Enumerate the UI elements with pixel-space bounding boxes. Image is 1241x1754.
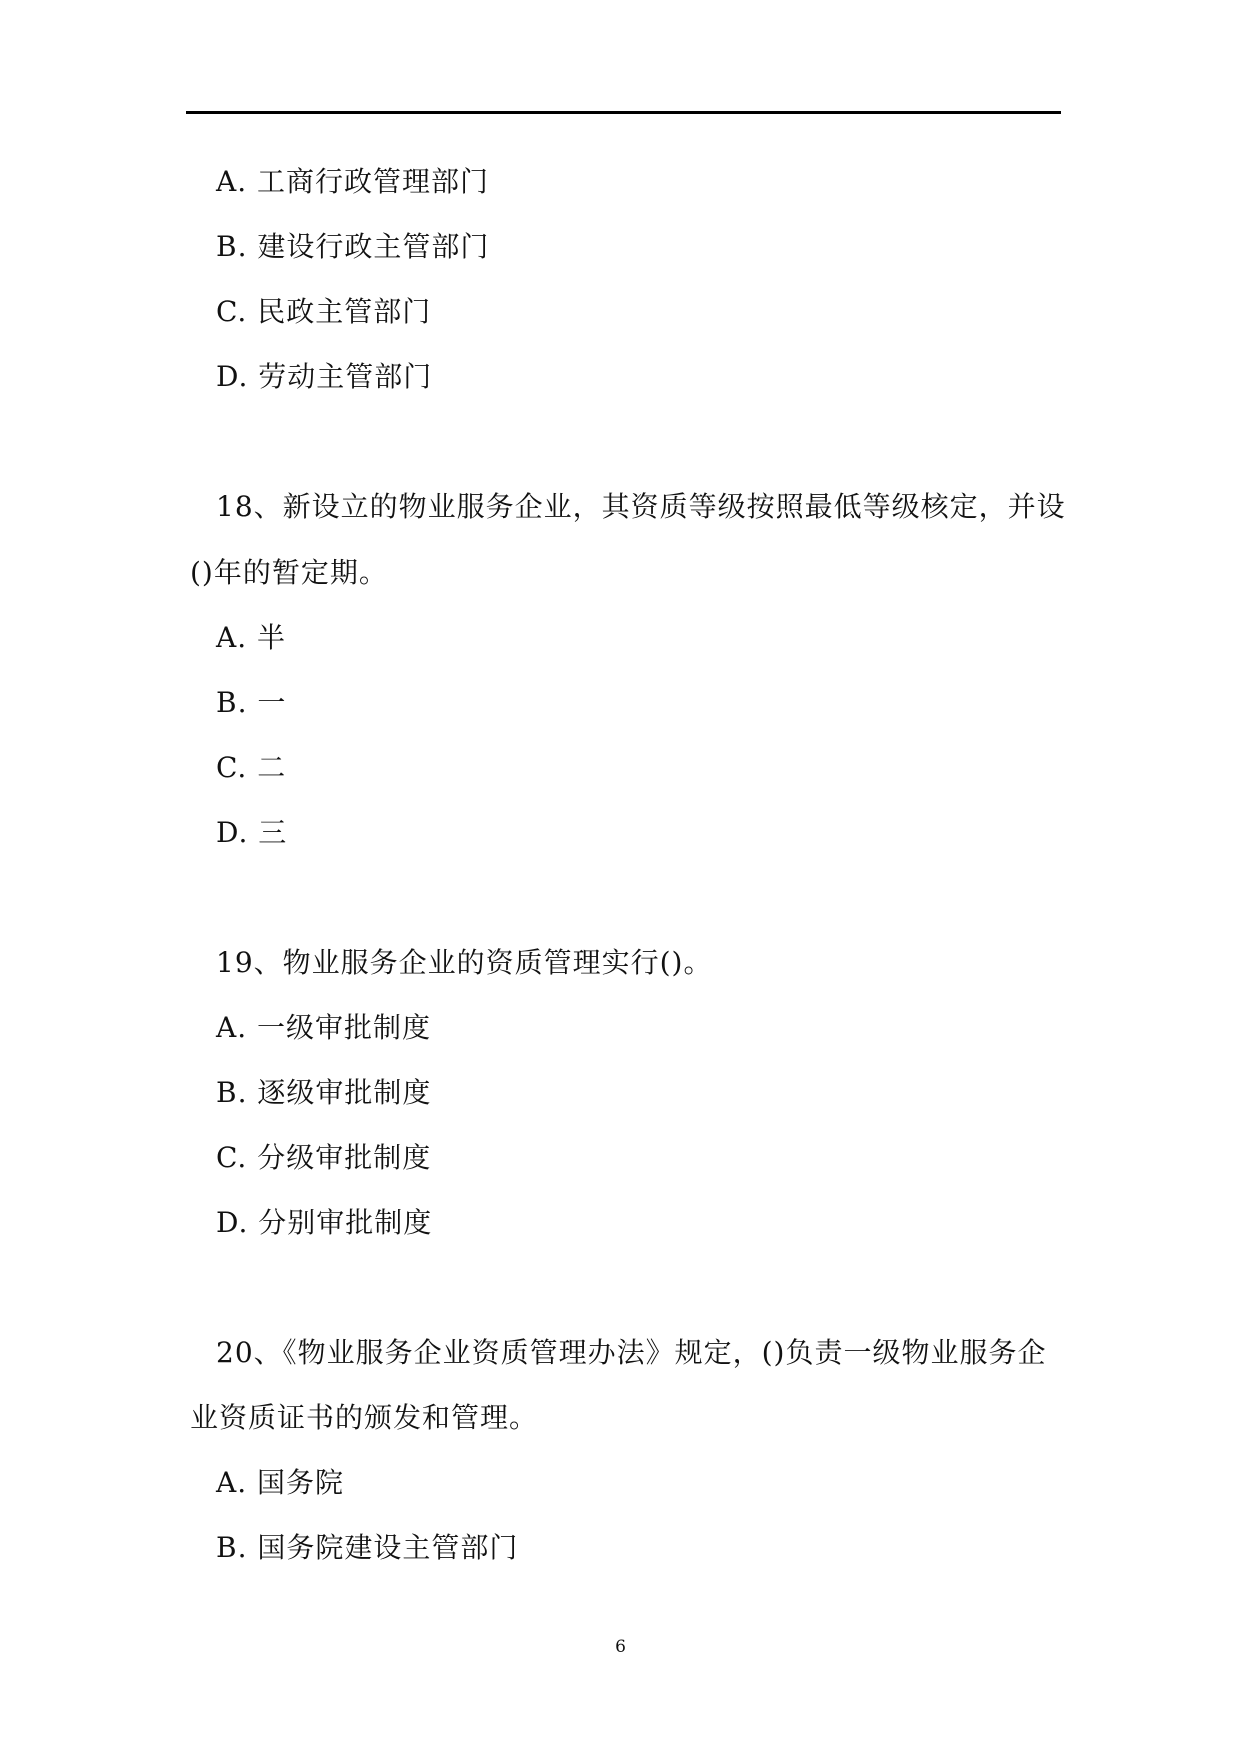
q19-option-b: B. 逐级审批制度	[216, 1076, 432, 1109]
q19-stem: 19、物业服务企业的资质管理实行()。	[216, 946, 713, 979]
q19-option-d: D. 分别审批制度	[216, 1206, 433, 1239]
header-rule	[186, 111, 1061, 114]
q18-stem-line1: 18、新设立的物业服务企业，其资质等级按照最低等级核定，并设	[216, 490, 1066, 523]
q17-option-a: A. 工商行政管理部门	[216, 165, 490, 198]
q18-stem-line2: ()年的暂定期。	[190, 556, 388, 589]
q20-stem-line1: 20、《物业服务企业资质管理办法》规定，()负责一级物业服务企	[216, 1336, 1047, 1369]
q18-option-b: B. 一	[216, 686, 287, 719]
q20-stem-line2: 业资质证书的颁发和管理。	[190, 1401, 539, 1434]
q20-option-b: B. 国务院建设主管部门	[216, 1531, 519, 1564]
q19-option-c: C. 分级审批制度	[216, 1141, 432, 1174]
q18-option-c: C. 二	[216, 751, 287, 784]
q18-option-a: A. 半	[216, 621, 287, 654]
q20-option-a: A. 国务院	[216, 1466, 345, 1499]
q17-option-c: C. 民政主管部门	[216, 295, 432, 328]
q17-option-d: D. 劳动主管部门	[216, 360, 433, 393]
q19-option-a: A. 一级审批制度	[216, 1011, 432, 1044]
page-number: 6	[615, 1637, 626, 1657]
q17-option-b: B. 建设行政主管部门	[216, 230, 490, 263]
q18-option-d: D. 三	[216, 816, 288, 849]
